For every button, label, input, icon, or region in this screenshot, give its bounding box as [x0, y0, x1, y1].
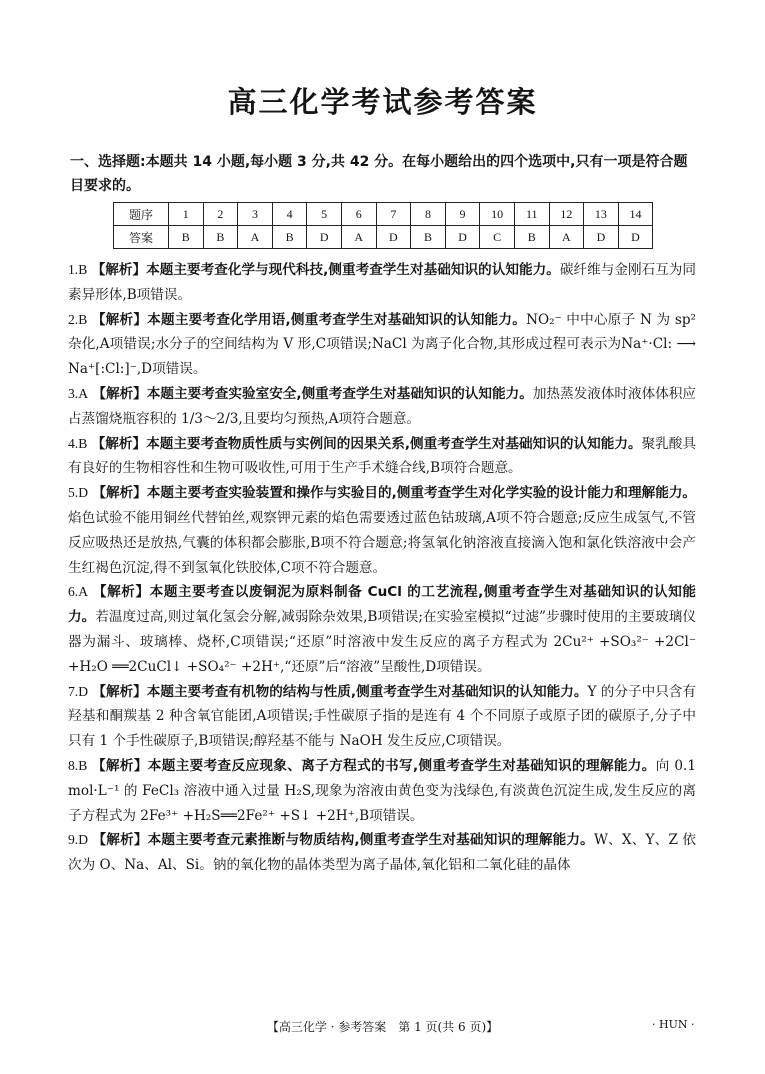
item-number: 8.B — [68, 757, 88, 773]
explanation-item — [68, 680, 696, 754]
table-cell: B — [411, 226, 446, 249]
table-cell: 10 — [480, 203, 515, 226]
analysis-tag: 【解析】 — [91, 757, 148, 774]
table-cell: 9 — [445, 203, 480, 226]
item-text: 向 0.1 mol·L⁻¹ 的 FeCl₃ 溶液中通入过量 H₂S,现象为溶液由黄色变为浅绿色,有淡黄色沉淀生成,发生反应的离子方程式为 2Fe³⁺ +H₂S══2Fe²⁺ +S↓ +2H⁺,B项错误。 — [68, 757, 696, 824]
table-cell: 6 — [341, 203, 376, 226]
table-cell: 12 — [549, 203, 584, 226]
analysis-tag: 【解析】 — [91, 435, 147, 452]
table-cell: D — [445, 226, 480, 249]
table-cell: 13 — [584, 203, 619, 226]
table-cell: 14 — [618, 203, 653, 226]
explanation-item — [68, 432, 696, 482]
table-cell: D — [376, 226, 411, 249]
item-number: 9.D — [68, 832, 89, 848]
item-text: W、X、Y、Z 依次为 O、Na、Al、Si。钠的氧化物的晶体类型为离子晶体,氧化铝和二氧化硅的晶体 — [68, 832, 697, 874]
section-heading: 一、选择题:本题共 14 小题,每小题 3 分,共 42 分。在每小题给出的四个选项中,只有一项是符合题目要求的。 — [70, 154, 688, 194]
table-cell: D — [618, 226, 653, 249]
table-cell: B — [272, 226, 307, 249]
table-cell: A — [549, 226, 584, 249]
page-footer — [0, 1018, 765, 1035]
footer-page-info: 【高三化学 · 参考答案 第 1 页(共 6 页)】 — [266, 1020, 499, 1034]
item-lead: 本题主要考查有机物的结构与性质,侧重考查学生对基础知识的认知能力。 — [146, 683, 588, 700]
item-lead: 本题主要考查物质性质与实例间的因果关系,侧重考查学生对基础知识的认知能力。 — [146, 435, 642, 452]
table-cell: 8 — [411, 203, 446, 226]
item-number: 1.B — [68, 262, 88, 277]
table-cell: 2 — [203, 203, 238, 226]
analysis-tag: 【解析】 — [91, 311, 148, 328]
footer-region-code: · HUN · — [652, 1018, 695, 1031]
item-text: Y 的分子中只含有羟基和酮羰基 2 种含氧官能团,A项错误;手性碳原子指的是连有 4 个不同原子或原子团的碳原子,分子中只有 1 个手性碳原子,B项错误;醇羟基不能与 NaOH 发生反应,C项错误。 — [68, 683, 697, 750]
table-cell: 5 — [307, 203, 342, 226]
page-title: 高三化学考试参考答案 — [227, 85, 538, 119]
item-number: 3.A — [68, 385, 89, 401]
explanation-item — [68, 308, 696, 382]
table-cell: B — [203, 226, 238, 249]
table-cell: 1 — [169, 203, 204, 226]
item-lead: 本题主要考查以废铜泥为原料制备 CuCl 的工艺流程,侧重考查学生对基础知识的认知能力。 — [68, 584, 696, 626]
item-number: 7.D — [68, 683, 89, 699]
item-lead: 本题主要考查元素推断与物质结构,侧重考查学生对基础知识的理解能力。 — [147, 832, 594, 849]
item-lead: 本题主要考查化学与现代科技,侧重考查学生对基础知识的认知能力。 — [146, 262, 560, 278]
explanation-item — [68, 258, 696, 308]
item-number: 5.D — [68, 485, 89, 501]
item-text: 焰色试验不能用铜丝代替铂丝,观察钾元素的焰色需要透过蓝色钴玻璃,A项不符合题意;反应生成氢气,不管反应吸热还是放热,气囊的体积都会膨胀,B项不符合题意;将氢氧化钠溶液直接滴入饱和氯化铁溶液中会产生红褐色沉淀,得不到氢氧化铁胶体,C项不符合题意。 — [68, 509, 696, 576]
item-number: 6.A — [68, 584, 89, 600]
table-header-cell: 答案 — [114, 226, 169, 249]
item-number: 2.B — [68, 311, 88, 327]
item-text: 聚乳酸具有良好的生物相容性和生物可吸收性,可用于生产手术缝合线,B项符合题意。 — [68, 435, 697, 477]
table-cell: D — [584, 226, 619, 249]
explanation-item — [68, 828, 696, 878]
analysis-tag: 【解析】 — [92, 832, 148, 849]
table-cell: D — [307, 226, 342, 249]
analysis-tag: 【解析】 — [92, 385, 147, 402]
item-lead: 本题主要考查实验室安全,侧重考查学生对基础知识的认知能力。 — [146, 385, 533, 402]
item-lead: 本题主要考查反应现象、离子方程式的书写,侧重考查学生对基础知识的理解能力。 — [147, 757, 656, 774]
table-cell: 4 — [272, 203, 307, 226]
item-text: 碳纤维与金刚石互为同素异形体,B项错误。 — [68, 262, 697, 303]
table-cell: B — [169, 226, 204, 249]
explanation-list — [68, 258, 696, 878]
table-cell: 7 — [376, 203, 411, 226]
table-cell: B — [514, 226, 549, 249]
analysis-tag: 【解析】 — [92, 485, 147, 502]
table-row-numbers — [114, 203, 653, 226]
item-text: NO₂⁻ 中中心原子 N 为 sp² 杂化,A项错误;水分子的空间结构为 V 形,C项错误;NaCl 为离子化合物,其形成过程可表示为Na⁺·Cl: ⟶ Na⁺[:Cl:]⁻,D项错误。 — [68, 311, 696, 378]
item-number: 4.B — [68, 435, 88, 451]
item-text: 加热蒸发液体时液体体积应占蒸馏烧瓶容积的 1/3～2/3,且要均匀预热,A项符合题意。 — [68, 385, 697, 427]
answer-table — [113, 202, 653, 249]
explanation-item — [68, 580, 696, 679]
analysis-tag: 【解析】 — [92, 584, 150, 601]
explanation-item — [68, 382, 696, 432]
table-row-answers — [114, 226, 653, 249]
table-cell: A — [341, 226, 376, 249]
explanation-item — [68, 754, 696, 828]
table-header-cell: 题序 — [114, 203, 169, 226]
analysis-tag: 【解析】 — [91, 262, 147, 278]
analysis-tag: 【解析】 — [92, 683, 147, 700]
table-cell: 3 — [238, 203, 273, 226]
item-lead: 本题主要考查实验装置和操作与实验目的,侧重考查学生对化学实验的设计能力和理解能力。 — [146, 485, 697, 502]
table-cell: C — [480, 226, 515, 249]
item-text: 若温度过高,则过氧化氢会分解,减弱除杂效果,B项错误;在实验室模拟“过滤”步骤时使用的主要玻璃仪器为漏斗、玻璃棒、烧杯,C项错误;“还原”时溶液中发生反应的离子方程式为 2Cu²⁺ +SO₃²⁻ +2Cl⁻ +H₂O ══2CuCl↓ +SO₄²⁻ +2H⁺,“还原”后“溶液”呈酸性,D项错误。 — [68, 609, 697, 675]
table-cell: A — [238, 226, 273, 249]
table-cell: 11 — [514, 203, 549, 226]
explanation-item — [68, 481, 696, 580]
item-lead: 本题主要考查化学用语,侧重考查学生对基础知识的认知能力。 — [147, 311, 527, 328]
